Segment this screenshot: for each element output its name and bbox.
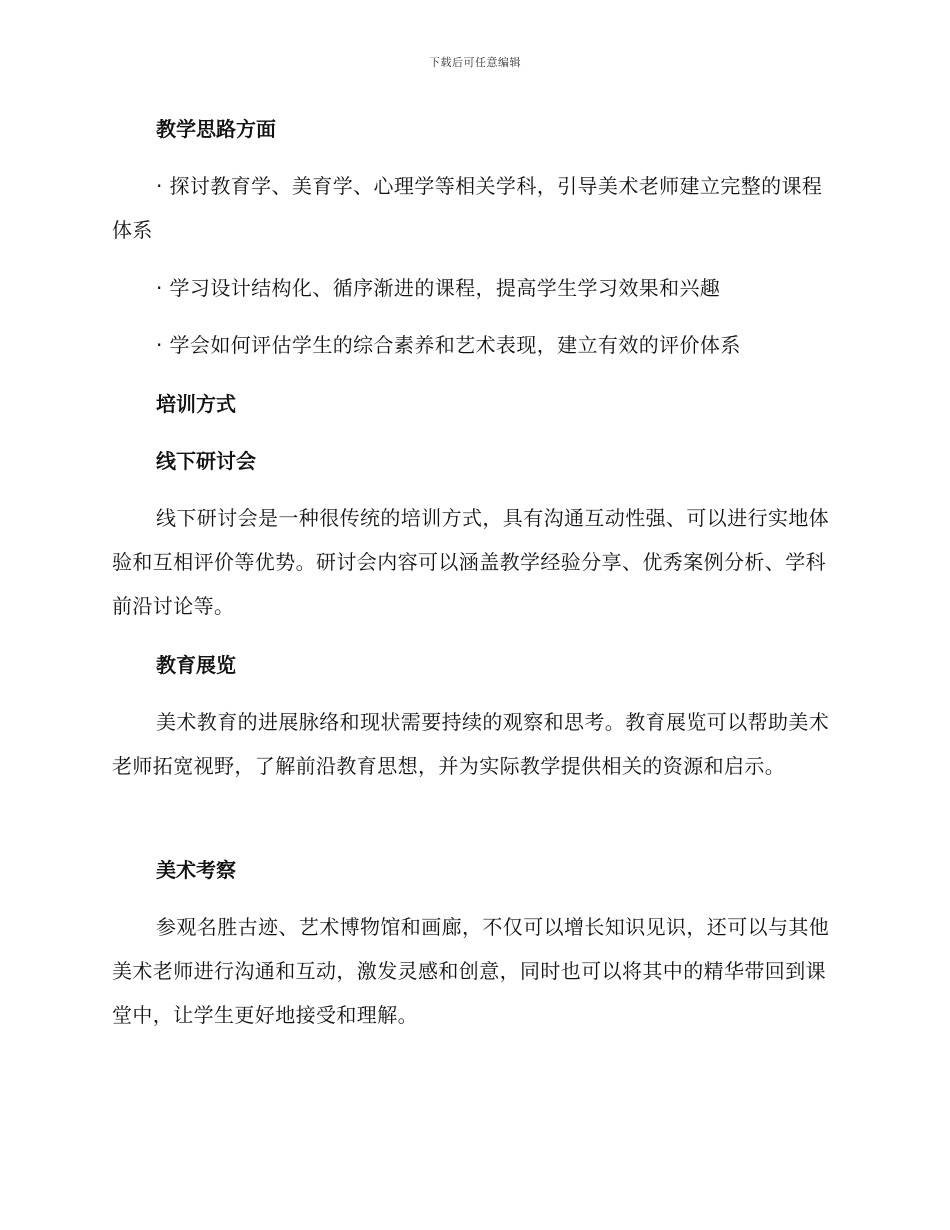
page-header: 下载后可任意编辑 [429,56,521,69]
heading-art-field-trip: 美术考察 [156,858,236,882]
heading-training-methods: 培训方式 [156,392,236,416]
heading-education-exhibition: 教育展览 [156,653,236,677]
heading-offline-seminar: 线下研讨会 [156,449,256,473]
bullet-item: · 学习设计结构化、循序渐进的课程，提高学生学习效果和兴趣 [156,276,721,300]
paragraph-education-exhibition: 美术教育的进展脉络和现状需要持续的观察和思考。教育展览可以帮助美术老师拓宽视野，了解前沿教育思想，并为实际教学提供相关的资源和启示。 [112,710,830,778]
heading-teaching-approach: 教学思路方面 [156,117,276,141]
bullet-item: · 学会如何评估学生的综合素养和艺术表现，建立有效的评价体系 [156,333,741,357]
paragraph-art-field-trip: 参观名胜古迹、艺术博物馆和画廊，不仅可以增长知识见识，还可以与其他美术老师进行沟通和互动，激发灵感和创意，同时也可以将其中的精华带回到课堂中，让学生更好地接受和理解。 [112,915,830,1027]
bullet-item: · 探讨教育学、美育学、心理学等相关学科，引导美术老师建立完整的课程体系 [112,174,823,242]
paragraph-offline-seminar: 线下研讨会是一种很传统的培训方式，具有沟通互动性强、可以进行实地体验和互相评价等优势。研讨会内容可以涵盖教学经验分享、优秀案例分析、学科前沿讨论等。 [112,506,830,618]
